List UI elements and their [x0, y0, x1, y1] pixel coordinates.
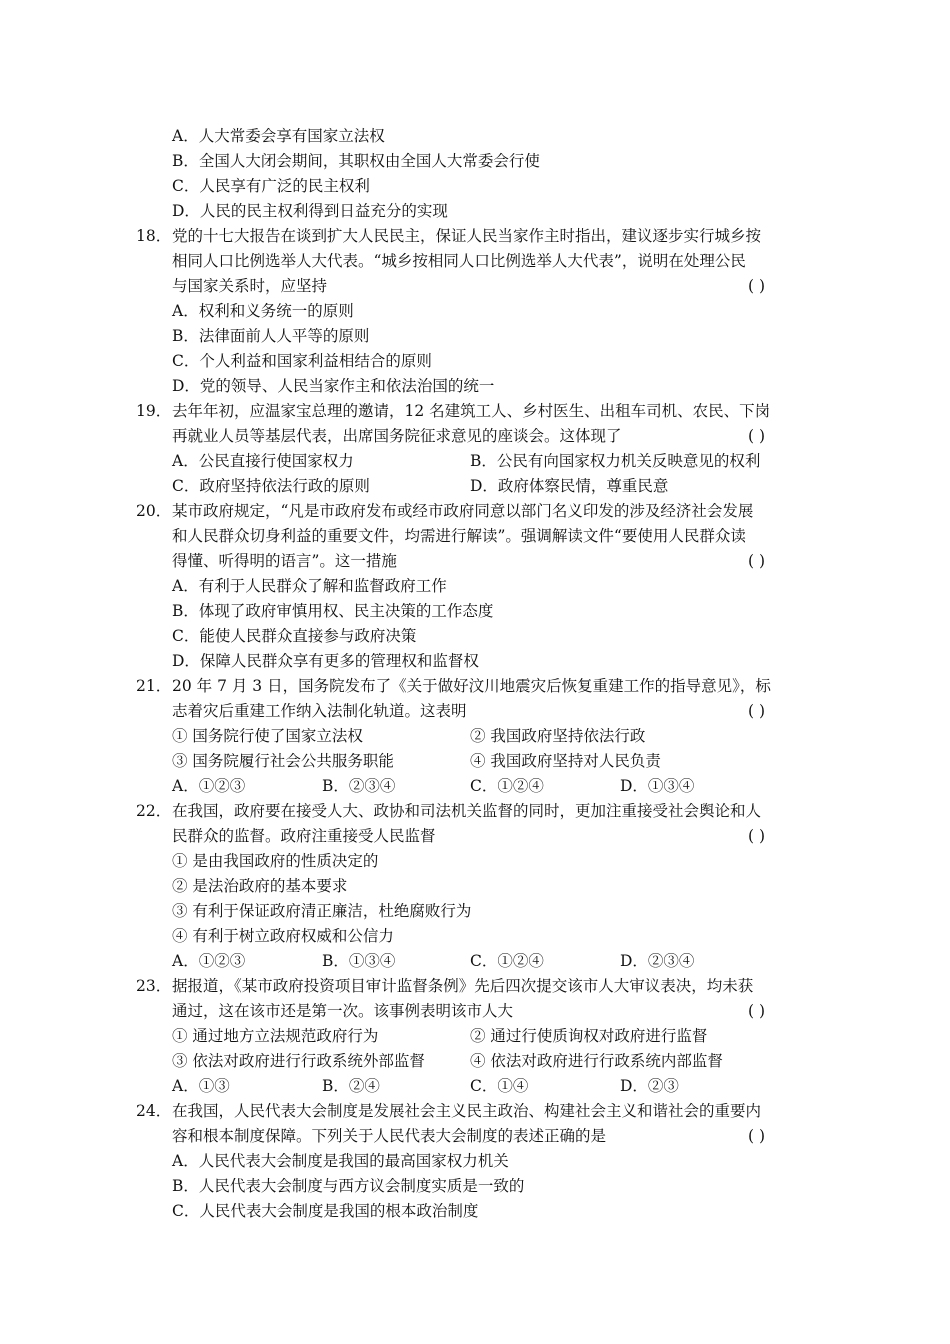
question-stem-line: 据报道，《某市政府投资项目审计监督条例》先后四次提交该市人大审议表决，均未获: [172, 977, 754, 995]
question-stem-line: 在我国，人民代表大会制度是发展社会主义民主政治、构建社会主义和谐社会的重要内: [172, 1102, 762, 1120]
option-b: B．①③④: [322, 952, 396, 970]
question-stem-line: 去年年初，应温家宝总理的邀请，12 名建筑工人、乡村医生、出租车司机、农民、下岗: [172, 402, 771, 420]
answer-parentheses: ( ): [748, 702, 766, 720]
option-c: C．能使人民群众直接参与政府决策: [172, 627, 417, 645]
statement-item: ④ 有利于树立政府权威和公信力: [172, 927, 394, 945]
statement-item: ① 是由我国政府的性质决定的: [172, 852, 379, 870]
option-a: A．有利于人民群众了解和监督政府工作: [172, 577, 447, 595]
question-stem-line: 志着灾后重建工作纳入法制化轨道。这表明: [172, 702, 467, 720]
option-a: A．人大常委会享有国家立法权: [172, 127, 385, 145]
statement-item: ④ 我国政府坚持对人民负责: [470, 752, 661, 770]
option-a: A．公民直接行使国家权力: [172, 452, 354, 470]
statement-item: ① 通过地方立法规范政府行为: [172, 1027, 379, 1045]
option-c: C．政府坚持依法行政的原则: [172, 477, 370, 495]
question-number: 24．: [136, 1102, 172, 1120]
question-number: 19．: [136, 402, 172, 420]
question-stem-line: 20 年 7 月 3 日，国务院发布了《关于做好汶川地震灾后恢复重建工作的指导意见》，标: [172, 677, 771, 695]
answer-parentheses: ( ): [748, 427, 766, 445]
statement-item: ② 是法治政府的基本要求: [172, 877, 348, 895]
question-number: 21．: [136, 677, 172, 695]
question-stem-line: 容和根本制度保障。下列关于人民代表大会制度的表述正确的是: [172, 1127, 607, 1145]
option-d: D．党的领导、人民当家作主和依法治国的统一: [172, 377, 495, 395]
answer-parentheses: ( ): [748, 277, 766, 295]
answer-parentheses: ( ): [748, 552, 766, 570]
option-b: B．法律面前人人平等的原则: [172, 327, 370, 345]
question-number: 20．: [136, 502, 172, 520]
option-c: C．①②④: [470, 952, 544, 970]
option-b: B．体现了政府审慎用权、民主决策的工作态度: [172, 602, 494, 620]
question-stem-line: 在我国，政府要在接受人大、政协和司法机关监督的同时，更加注重接受社会舆论和人: [172, 802, 762, 820]
statement-item: ② 我国政府坚持依法行政: [470, 727, 646, 745]
question-stem-line: 某市政府规定，“凡是市政府发布或经市政府同意以部门名义印发的涉及经济社会发展: [172, 502, 754, 520]
option-a: A．①②③: [172, 777, 246, 795]
option-c: C．①④: [470, 1077, 529, 1095]
answer-parentheses: ( ): [748, 827, 766, 845]
answer-parentheses: ( ): [748, 1127, 766, 1145]
question-number: 23．: [136, 977, 172, 995]
statement-item: ① 国务院行使了国家立法权: [172, 727, 363, 745]
option-b: B．公民有向国家权力机关反映意见的权利: [470, 452, 761, 470]
option-a: A．①③: [172, 1077, 230, 1095]
question-stem-line: 再就业人员等基层代表，出席国务院征求意见的座谈会。这体现了: [172, 427, 622, 445]
option-c: C．人民享有广泛的民主权利: [172, 177, 370, 195]
statement-item: ② 通过行使质询权对政府进行监督: [470, 1027, 708, 1045]
question-stem-line: 党的十七大报告在谈到扩大人民民主，保证人民当家作主时指出，建议逐步实行城乡按: [172, 227, 762, 245]
option-b: B．全国人大闭会期间，其职权由全国人大常委会行使: [172, 152, 540, 170]
option-d: D．政府体察民情，尊重民意: [470, 477, 669, 495]
option-a: A．权利和义务统一的原则: [172, 302, 354, 320]
question-stem-line: 相同人口比例选举人大代表。“城乡按相同人口比例选举人大代表”，说明在处理公民: [172, 252, 746, 270]
option-b: B．人民代表大会制度与西方议会制度实质是一致的: [172, 1177, 525, 1195]
option-b: B．②④: [322, 1077, 380, 1095]
option-c: C．人民代表大会制度是我国的根本政治制度: [172, 1202, 479, 1220]
option-d: D．②③④: [620, 952, 695, 970]
option-d: D．人民的民主权利得到日益充分的实现: [172, 202, 448, 220]
question-stem-line: 得懂、听得明的语言”。这一措施: [172, 552, 397, 570]
option-d: D．②③: [620, 1077, 679, 1095]
option-a: A．①②③: [172, 952, 246, 970]
question-stem-line: 与国家关系时，应坚持: [172, 277, 328, 295]
option-b: B．②③④: [322, 777, 396, 795]
option-d: D．保障人民群众享有更多的管理权和监督权: [172, 652, 479, 670]
statement-item: ③ 有利于保证政府清正廉洁，杜绝腐败行为: [172, 902, 472, 920]
option-a: A．人民代表大会制度是我国的最高国家权力机关: [172, 1152, 509, 1170]
question-stem-line: 通过，这在该市还是第一次。该事例表明该市人大: [172, 1002, 514, 1020]
option-c: C．个人利益和国家利益相结合的原则: [172, 352, 432, 370]
option-c: C．①②④: [470, 777, 544, 795]
statement-item: ③ 国务院履行社会公共服务职能: [172, 752, 394, 770]
question-number: 18．: [136, 227, 172, 245]
answer-parentheses: ( ): [748, 1002, 766, 1020]
statement-item: ③ 依法对政府进行行政系统外部监督: [172, 1052, 425, 1070]
statement-item: ④ 依法对政府进行行政系统内部监督: [470, 1052, 723, 1070]
option-d: D．①③④: [620, 777, 695, 795]
question-stem-line: 和人民群众切身利益的重要文件，均需进行解读”。强调解读文件“要使用人民群众读: [172, 527, 746, 545]
question-stem-line: 民群众的监督。政府注重接受人民监督: [172, 827, 436, 845]
question-number: 22．: [136, 802, 172, 820]
